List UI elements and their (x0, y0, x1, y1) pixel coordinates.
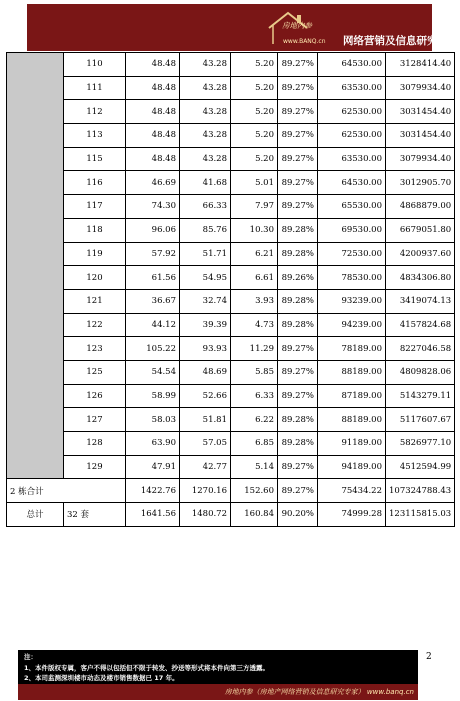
table-cell: 51.81 (180, 408, 231, 432)
table-cell: 1480.72 (180, 503, 231, 527)
table-cell: 88189.00 (318, 408, 386, 432)
note-line-2: 2、本司监测深圳楼市动态及楼市销售数据已 17 年。 (24, 674, 179, 682)
table-cell: 57.92 (126, 242, 180, 266)
table-cell: 89.27% (278, 455, 318, 479)
table-cell: 74999.28 (318, 503, 386, 527)
table-cell: 3079934.40 (386, 147, 455, 171)
table-cell: 48.69 (180, 360, 231, 384)
table-cell: 113 (64, 124, 126, 148)
table-cell: 6.22 (231, 408, 278, 432)
note-line-1: 1、本件版权专属，客户不得以包括但不限于转发、抄送等形式将本件向第三方透露。 (24, 664, 270, 672)
table-cell: 48.48 (126, 124, 180, 148)
table-cell: 93.93 (180, 337, 231, 361)
table-cell: 89.27% (278, 337, 318, 361)
table-cell: 127 (64, 408, 126, 432)
page-number: 2 (426, 652, 432, 662)
table-cell: 64530.00 (318, 53, 386, 77)
table-cell: 3079934.40 (386, 76, 455, 100)
table-cell: 32.74 (180, 289, 231, 313)
table-cell: 61.56 (126, 266, 180, 290)
table-row (7, 195, 455, 219)
table-cell: 89.28% (278, 242, 318, 266)
table-cell: 5.20 (231, 100, 278, 124)
table-row (7, 171, 455, 195)
table-cell: 8227046.58 (386, 337, 455, 361)
table-cell: 7.97 (231, 195, 278, 219)
table-cell: 89.27% (278, 76, 318, 100)
footer-bar (18, 684, 418, 700)
header-title: 网络营销及信息研究专家 (343, 35, 459, 47)
table-cell: 89.27% (278, 171, 318, 195)
table-cell: 89.27% (278, 360, 318, 384)
table-cell: 69530.00 (318, 218, 386, 242)
table-cell: 54.54 (126, 360, 180, 384)
table-cell: 6.61 (231, 266, 278, 290)
table-cell: 89.26% (278, 266, 318, 290)
table-cell: 65530.00 (318, 195, 386, 219)
table-row (7, 455, 455, 479)
table-cell: 3128414.40 (386, 53, 455, 77)
table-cell: 4157824.68 (386, 313, 455, 337)
table-cell: 5.14 (231, 455, 278, 479)
table-cell: 123 (64, 337, 126, 361)
table-cell: 129 (64, 455, 126, 479)
table-cell: 6.85 (231, 432, 278, 456)
table-cell: 85.76 (180, 218, 231, 242)
table-cell: 3.93 (231, 289, 278, 313)
table-cell: 58.03 (126, 408, 180, 432)
table-cell: 118 (64, 218, 126, 242)
table-cell: 78189.00 (318, 337, 386, 361)
table-row (7, 313, 455, 337)
table-cell: 41.68 (180, 171, 231, 195)
note-title: 注： (24, 653, 37, 661)
table-cell: 112 (64, 100, 126, 124)
table-cell: 89.28% (278, 313, 318, 337)
table-cell: 52.66 (180, 384, 231, 408)
table-cell: 5.85 (231, 360, 278, 384)
table-cell: 10.30 (231, 218, 278, 242)
table-cell: 89.27% (278, 124, 318, 148)
table-cell: 4512594.99 (386, 455, 455, 479)
table-cell: 47.91 (126, 455, 180, 479)
table-cell: 1422.76 (126, 479, 180, 503)
subtotal-row (7, 479, 455, 503)
table-cell: 2 栋合计 (7, 479, 126, 503)
table-cell: 42.77 (180, 455, 231, 479)
table-row (7, 76, 455, 100)
table-cell: 43.28 (180, 124, 231, 148)
table-row (7, 242, 455, 266)
table-cell: 89.27% (278, 53, 318, 77)
table-cell: 3031454.40 (386, 124, 455, 148)
table-cell: 6.33 (231, 384, 278, 408)
table-cell: 160.84 (231, 503, 278, 527)
table-cell: 66.33 (180, 195, 231, 219)
table-cell: 126 (64, 384, 126, 408)
brand-name: 房地内参 (282, 21, 312, 30)
table-cell: 43.28 (180, 76, 231, 100)
table-cell: 43.28 (180, 100, 231, 124)
table-cell: 44.12 (126, 313, 180, 337)
page-header (27, 4, 459, 51)
table-cell: 64530.00 (318, 171, 386, 195)
table-cell: 96.06 (126, 218, 180, 242)
table-cell: 51.71 (180, 242, 231, 266)
table-cell: 94239.00 (318, 313, 386, 337)
table-cell: 89.27% (278, 100, 318, 124)
footer-bar-text: 房地内参（房地产网络营销及信息研究专家） www.banq.cn (224, 688, 414, 696)
table-row (7, 53, 455, 77)
table-cell: 5826977.10 (386, 432, 455, 456)
table-cell: 48.48 (126, 100, 180, 124)
table-cell: 91189.00 (318, 432, 386, 456)
table-cell: 122 (64, 313, 126, 337)
table-cell: 74.30 (126, 195, 180, 219)
table-cell: 63.90 (126, 432, 180, 456)
table-cell: 110 (64, 53, 126, 77)
footer-notes (18, 650, 418, 700)
table-cell: 62530.00 (318, 100, 386, 124)
table-cell: 3419074.13 (386, 289, 455, 313)
table-cell: 48.48 (126, 76, 180, 100)
table-cell: 107324788.43 (386, 479, 455, 503)
table-cell (7, 53, 64, 479)
table-cell: 121 (64, 289, 126, 313)
table-cell: 111 (64, 76, 126, 100)
sales-table (6, 52, 455, 527)
table-cell: 3031454.40 (386, 100, 455, 124)
table-cell: 4200937.60 (386, 242, 455, 266)
table-cell: 11.29 (231, 337, 278, 361)
table-row (7, 266, 455, 290)
table-row (7, 218, 455, 242)
table-cell: 128 (64, 432, 126, 456)
table-cell: 117 (64, 195, 126, 219)
table-cell: 5143279.11 (386, 384, 455, 408)
table-cell: 63530.00 (318, 76, 386, 100)
table-cell: 89.28% (278, 218, 318, 242)
table-cell: 72530.00 (318, 242, 386, 266)
table-cell: 90.20% (278, 503, 318, 527)
table-row (7, 147, 455, 171)
table-cell: 89.28% (278, 289, 318, 313)
table-cell: 43.28 (180, 147, 231, 171)
table-cell: 4834306.80 (386, 266, 455, 290)
table-row (7, 432, 455, 456)
table-cell: 94189.00 (318, 455, 386, 479)
table-cell: 5117607.67 (386, 408, 455, 432)
table-cell: 119 (64, 242, 126, 266)
table-cell: 5.20 (231, 124, 278, 148)
table-cell: 5.20 (231, 53, 278, 77)
table-cell: 32 套 (64, 503, 126, 527)
table-cell: 48.48 (126, 53, 180, 77)
table-row (7, 100, 455, 124)
table-cell: 75434.22 (318, 479, 386, 503)
table-row (7, 384, 455, 408)
table-cell: 89.28% (278, 432, 318, 456)
table-cell: 88189.00 (318, 360, 386, 384)
table-cell: 46.69 (126, 171, 180, 195)
table-cell: 93239.00 (318, 289, 386, 313)
table-cell: 116 (64, 171, 126, 195)
table-cell: 1641.56 (126, 503, 180, 527)
table-row (7, 408, 455, 432)
table-cell: 89.27% (278, 384, 318, 408)
table-cell: 78530.00 (318, 266, 386, 290)
table-cell: 1270.16 (180, 479, 231, 503)
table-cell: 4.73 (231, 313, 278, 337)
table-cell: 120 (64, 266, 126, 290)
brand-website: www.BANQ.cn (283, 38, 326, 45)
table-cell: 54.95 (180, 266, 231, 290)
table-cell: 89.27% (278, 195, 318, 219)
table-row (7, 124, 455, 148)
table-cell: 89.28% (278, 408, 318, 432)
table-cell: 89.27% (278, 147, 318, 171)
table-cell: 6.21 (231, 242, 278, 266)
table-cell: 125 (64, 360, 126, 384)
grand-total-row (7, 503, 455, 527)
table-cell: 62530.00 (318, 124, 386, 148)
table-cell: 36.67 (126, 289, 180, 313)
table-cell: 48.48 (126, 147, 180, 171)
table-cell: 5.20 (231, 147, 278, 171)
table-cell: 5.20 (231, 76, 278, 100)
table-cell: 152.60 (231, 479, 278, 503)
table-row (7, 360, 455, 384)
table-cell: 105.22 (126, 337, 180, 361)
table-row (7, 337, 455, 361)
table-cell: 4868879.00 (386, 195, 455, 219)
table-cell: 5.01 (231, 171, 278, 195)
table-cell: 39.39 (180, 313, 231, 337)
table-cell: 3012905.70 (386, 171, 455, 195)
table-cell: 总计 (7, 503, 64, 527)
table-row (7, 289, 455, 313)
table-cell: 57.05 (180, 432, 231, 456)
table-cell: 89.27% (278, 479, 318, 503)
table-cell: 43.28 (180, 53, 231, 77)
table-cell: 6679051.80 (386, 218, 455, 242)
table-cell: 123115815.03 (386, 503, 455, 527)
table-cell: 87189.00 (318, 384, 386, 408)
table-cell: 58.99 (126, 384, 180, 408)
table-cell: 63530.00 (318, 147, 386, 171)
table-cell: 4809828.06 (386, 360, 455, 384)
table-cell: 115 (64, 147, 126, 171)
